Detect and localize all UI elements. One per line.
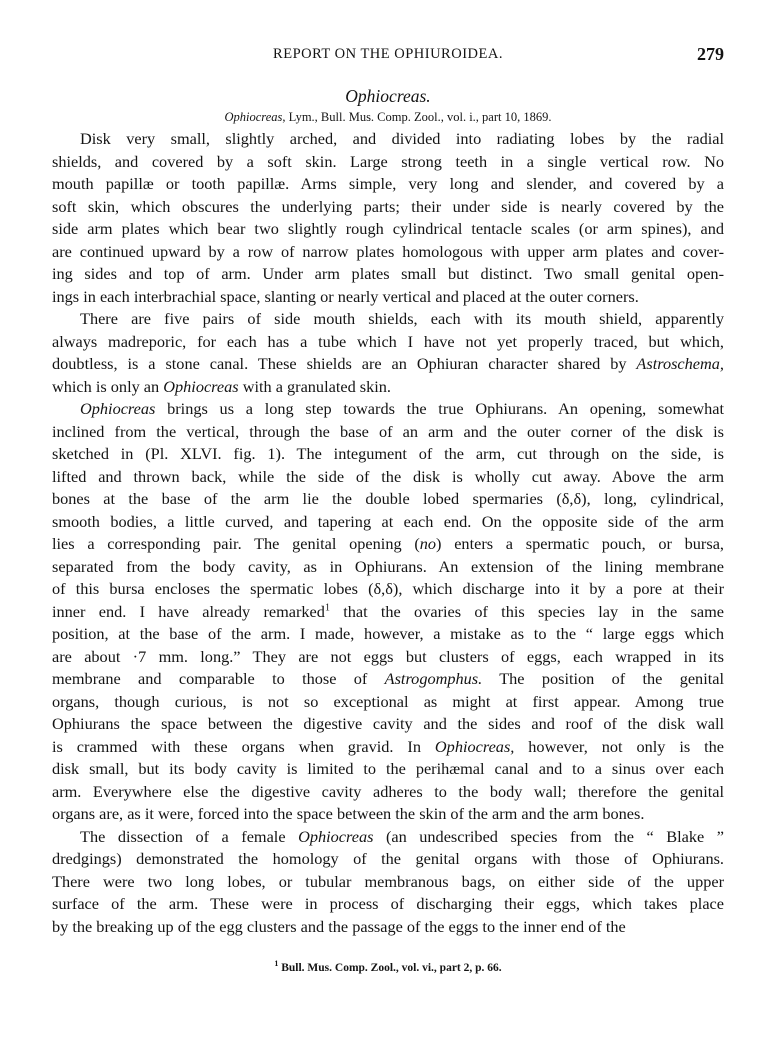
- text-line: [52, 668, 724, 691]
- text-line: [52, 196, 724, 219]
- line-text: inner end. I have already remarked: [52, 601, 325, 621]
- footnote-marker: 1: [274, 959, 279, 969]
- text-line: [52, 241, 724, 264]
- line-text: There were two long lobes, or tubular membranous bags, on either side of the upper: [52, 871, 724, 891]
- line-text: lies a corresponding pair. The genital opening (: [52, 534, 420, 553]
- text-line: [52, 601, 724, 624]
- line-text: doubtless, is a stone canal. These shields are an Ophiuran character shared by: [52, 354, 637, 373]
- text-line: [52, 691, 724, 714]
- paragraph: [52, 128, 724, 308]
- text-line: [52, 736, 724, 759]
- text-line: [52, 511, 724, 534]
- line-text: always madreporic, for each has a tube which I have not yet properly traced, but which,: [52, 331, 724, 351]
- paragraph: [52, 398, 724, 826]
- genus-heading: Ophiocreas.: [345, 86, 431, 106]
- text-line: [52, 623, 724, 646]
- text-line: [52, 286, 724, 309]
- line-text: soft skin, which obscures the underlying parts; their under side is nearly covered by the: [52, 196, 724, 216]
- line-text: ings in each interbrachial space, slanting or nearly vertical and placed at the outer corners.: [52, 286, 639, 306]
- text-line: [52, 646, 724, 669]
- text-line: [52, 173, 724, 196]
- paragraph: [52, 826, 724, 939]
- text-line: [52, 781, 724, 804]
- text-line: [52, 713, 724, 736]
- text-line: [52, 758, 724, 781]
- line-text: There are five pairs of side mouth shields, each with its mouth shield, apparently: [80, 309, 724, 328]
- citation-taxon: Ophiocreas: [224, 110, 283, 124]
- text-line: [52, 398, 724, 421]
- line-text: mouth papillæ or tooth papillæ. Arms simple, very long and slender, and covered by a: [52, 174, 724, 193]
- line-text: is crammed with these organs when gravid. In: [52, 736, 435, 756]
- paragraph: [52, 308, 724, 398]
- running-head: [52, 44, 724, 68]
- text-line: [52, 803, 724, 826]
- line-text: lifted and thrown back, while the side of the disk is wholly cut away. Above the arm: [52, 466, 724, 486]
- text-line: [52, 916, 724, 939]
- line-text: smooth bodies, a little curved, and tapering at each end. On the opposite side of the arm: [52, 511, 724, 531]
- text-line: [52, 331, 724, 354]
- text-line: [52, 353, 724, 376]
- line-text: are about ·7 mm. long.” They are not eggs but clusters of eggs, each wrapped in its: [52, 646, 724, 666]
- text-line: [52, 308, 724, 331]
- line-text: membrane and comparable to those of: [52, 669, 385, 688]
- text-line: [52, 128, 724, 151]
- line-text: of this bursa encloses the spermatic lobes (δ,δ), which discharge into it by a pore at their: [52, 579, 724, 598]
- text-line: [52, 488, 724, 511]
- line-text: dredgings) demonstrated the homology of the genital organs with those of Ophiurans.: [52, 849, 724, 868]
- line-text: arm. Everywhere else the digestive cavity adheres to the body wall; therefore the genital: [52, 781, 724, 801]
- italic-term: Ophiocreas: [80, 399, 156, 418]
- line-text: organs are, as it were, forced into the space between the skin of the arm and the arm bones.: [52, 804, 645, 823]
- line-text: are continued upward by a row of narrow plates homologous with upper arm plates and cover-: [52, 241, 724, 261]
- line-text: brings us a long step towards the true Ophiurans. An opening, somewhat: [155, 399, 724, 418]
- footnote-ref: 1: [324, 602, 330, 614]
- body-text: [52, 128, 724, 938]
- line-text: position, at the base of the arm. I made, however, a mistake as to the “ large eggs which: [52, 624, 724, 643]
- text-line: [52, 376, 724, 399]
- text-line: [52, 533, 724, 556]
- line-text: Ophiurans the space between the digestive cavity and the sides and roof of the disk wall: [52, 714, 724, 733]
- line-text: separated from the body cavity, as in Ophiurans. An extension of the lining membrane: [52, 556, 724, 576]
- text-line: [52, 421, 724, 444]
- line-text: inclined from the vertical, through the base of an arm and the outer corner of the disk is: [52, 421, 724, 441]
- line-text: The position of the genital: [482, 669, 724, 688]
- italic-term: Astroschema,: [636, 354, 724, 373]
- text-line: [52, 218, 724, 241]
- italic-term: Astrogomphus.: [384, 669, 483, 688]
- text-line: [52, 443, 724, 466]
- text-line: [52, 466, 724, 489]
- footnote: [0, 959, 776, 974]
- text-line: [52, 263, 724, 286]
- line-text: that the ovaries of this species lay in the same: [329, 601, 724, 621]
- text-line: [52, 556, 724, 579]
- line-text: (an undescribed species from the “ Blake ”: [373, 826, 724, 846]
- citation-reference: , Lym., Bull. Mus. Comp. Zool., vol. i., part 10, 1869.: [282, 110, 552, 124]
- text-line: [52, 893, 724, 916]
- italic-term: no: [419, 534, 437, 553]
- italic-term: Ophiocreas,: [434, 736, 515, 756]
- line-text: Disk very small, slightly arched, and divided into radiating lobes by the radial: [80, 129, 724, 148]
- text-line: [52, 578, 724, 601]
- text-line: [52, 871, 724, 894]
- text-line: [52, 151, 724, 174]
- line-text: ) enters a spermatic pouch, or bursa,: [436, 534, 724, 553]
- footnote-text: Bull. Mus. Comp. Zool., vol. vi., part 2, p. 66.: [278, 962, 502, 974]
- line-text: The dissection of a female: [80, 826, 299, 846]
- text-line: [52, 826, 724, 849]
- text-line: [52, 848, 724, 871]
- line-text: bones at the base of the arm lie the double lobed spermaries (δ,δ), long, cylindrical,: [52, 489, 724, 508]
- italic-term: Ophiocreas: [298, 826, 374, 846]
- line-text: by the breaking up of the egg clusters and the passage of the eggs to the inner end of the: [52, 916, 626, 936]
- running-title: REPORT ON THE OPHIUROIDEA.: [273, 46, 503, 62]
- line-text: ing sides and top of arm. Under arm plates small but distinct. Two small genital open-: [52, 264, 724, 283]
- line-text: side arm plates which bear two slightly rough cylindrical tentacle scales (or arm spines), and: [52, 219, 724, 238]
- line-text: which is only an: [52, 376, 164, 396]
- italic-term: Ophiocreas: [163, 376, 239, 396]
- line-text: disk small, but its body cavity is limited to the perihæmal canal and to a sinus over each: [52, 759, 724, 778]
- page-number: 279: [697, 44, 724, 64]
- line-text: with a granulated skin.: [238, 376, 391, 396]
- line-text: however, not only is the: [514, 736, 725, 756]
- line-text: surface of the arm. These were in process of discharging their eggs, which takes place: [52, 894, 724, 913]
- genus-citation: [0, 110, 776, 125]
- line-text: organs, though curious, is not so exceptional as might at first appear. Among true: [52, 691, 724, 711]
- line-text: sketched in (Pl. XLVI. fig. 1). The integument of the arm, cut through on the side, is: [52, 444, 724, 463]
- line-text: shields, and covered by a soft skin. Large strong teeth in a single vertical row. No: [52, 151, 724, 171]
